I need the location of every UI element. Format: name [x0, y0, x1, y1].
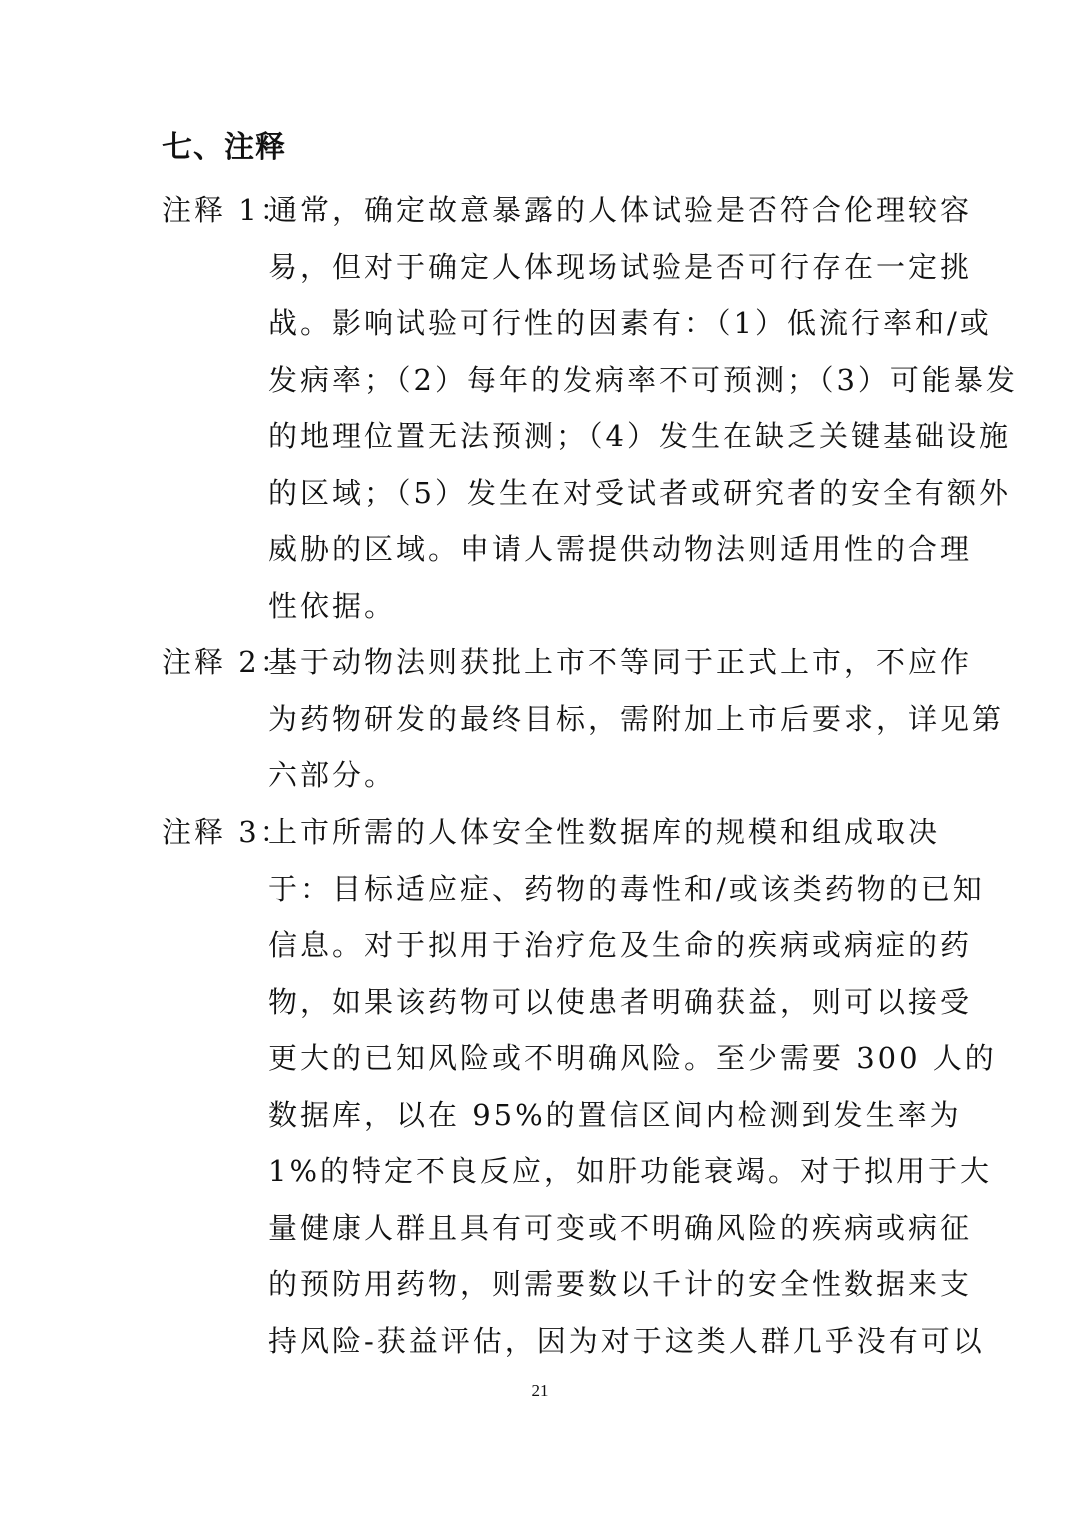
note-1-label: 注释 1：: [162, 193, 292, 227]
note-3-label: 注释 3：: [162, 815, 292, 849]
note-2-text-1: 基于动物法则获批上市不等同于正式上市，不应作: [268, 645, 973, 679]
note-2-line-1: [162, 634, 973, 691]
note-1-line-2: 易，但对于确定人体现场试验是否可行存在一定挑: [268, 249, 973, 284]
note-3-line-4: 物，如果该药物可以使患者明确获益，则可以接受: [268, 984, 973, 1019]
note-2-line-2: 为药物研发的最终目标，需附加上市后要求，详见第: [268, 701, 1005, 736]
section-title: 七、注释: [162, 130, 286, 165]
note-3: [162, 804, 997, 1369]
note-3-line-6: 数据库，以在 95%的置信区间内检测到发生率为: [268, 1097, 962, 1132]
note-2-label: 注释 2：: [162, 645, 292, 679]
note-1-line-3: 战。影响试验可行性的因素有：（1）低流行率和/或: [268, 306, 992, 340]
note-3-line-8: 量健康人群且具有可变或不明确风险的疾病或病征: [268, 1210, 973, 1245]
note-1-line-4: 发病率；（2）每年的发病率不可预测；（3）可能暴发: [268, 362, 1018, 397]
note-3-line-5: 更大的已知风险或不明确风险。至少需要 300 人的: [268, 1041, 997, 1075]
note-1: [162, 182, 1018, 634]
note-2: [162, 634, 1005, 804]
note-3-line-1: [162, 804, 941, 861]
note-1-line-5: 的地理位置无法预测；（4）发生在缺乏关键基础设施: [268, 419, 1011, 453]
note-1-line-8: 性依据。: [268, 588, 397, 623]
note-2-line-3: 六部分。: [268, 758, 397, 792]
note-3-line-10: 持风险-获益评估，因为对于这类人群几乎没有可以: [268, 1323, 985, 1358]
note-1-line-7: 威胁的区域。申请人需提供动物法则适用性的合理: [268, 532, 973, 566]
page-number: 21: [531, 1381, 549, 1400]
note-1-line-1: [162, 182, 973, 239]
note-3-text-1: 上市所需的人体安全性数据库的规模和组成取决: [268, 815, 941, 849]
note-3-line-9: 的预防用药物，则需要数以千计的安全性数据来支: [268, 1267, 973, 1301]
note-3-line-7: 1%的特定不良反应，如肝功能衰竭。对于拟用于大: [268, 1154, 993, 1188]
note-3-line-2: 于：目标适应症、药物的毒性和/或该类药物的已知: [268, 871, 985, 906]
note-3-line-3: 信息。对于拟用于治疗危及生命的疾病或病症的药: [268, 928, 973, 962]
note-1-line-6: 的区域；（5）发生在对受试者或研究者的安全有额外: [268, 475, 1011, 510]
note-1-text-1: 通常，确定故意暴露的人体试验是否符合伦理较容: [268, 193, 973, 227]
